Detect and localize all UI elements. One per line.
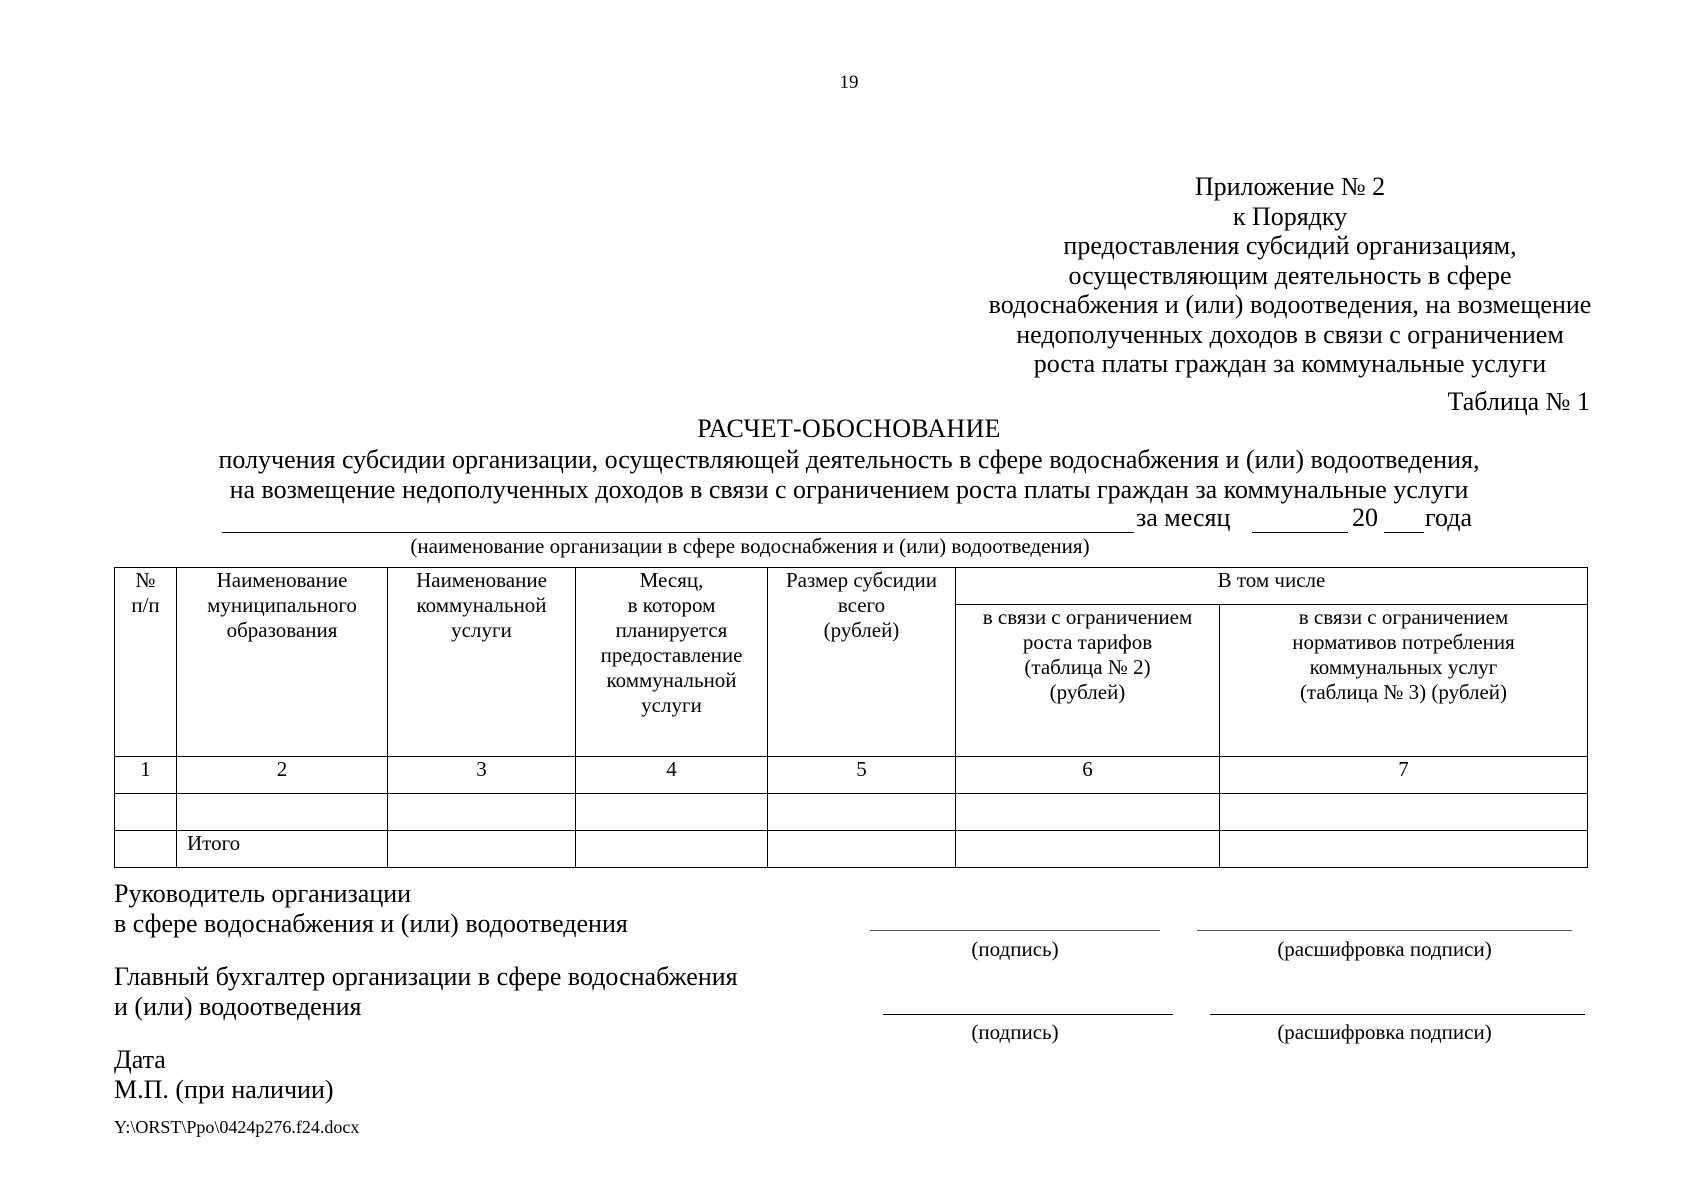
director-decode-caption: (расшифровка подписи): [1277, 937, 1492, 961]
table-cell: [1220, 794, 1588, 831]
total-row: [115, 831, 1588, 868]
table-cell: [115, 794, 177, 831]
document-subtitle: [0, 445, 1698, 504]
column-number-cell: 2: [177, 757, 388, 794]
table-cell: [768, 831, 956, 868]
table-cell: [576, 794, 768, 831]
page-number: 19: [839, 72, 859, 93]
accountant-decode-line: [1210, 1014, 1585, 1015]
appendix-header: [900, 172, 1680, 379]
file-path-footer: Y:\ORST\Ppo\0424p276.f24.docx: [114, 1117, 360, 1137]
header-cell-including: В том числе: [956, 568, 1588, 605]
appendix-line: к Порядку: [1232, 201, 1348, 231]
column-number-cell: 4: [576, 757, 768, 794]
table-cell: [576, 831, 768, 868]
director-label-line: Руководитель организации: [114, 879, 412, 908]
appendix-line: водоснабжения и (или) водоотведения, на возмещение: [988, 290, 1592, 319]
month-label: за месяц: [1136, 503, 1231, 532]
total-label: Итого: [177, 831, 388, 868]
director-decode-line: [1197, 930, 1572, 931]
header-cell-norms-limit: в связи с ограничением нормативов потребления коммунальных услуг (таблица № 3) (рублей): [1220, 605, 1588, 757]
organization-name-caption: (наименование организации в сфере водоснабжения и (или) водоотведения): [410, 534, 1090, 558]
header-cell-municipality: Наименование муниципального образования: [177, 568, 388, 757]
column-number-cell: 1: [115, 757, 177, 794]
table-number-label: Таблица № 1: [1447, 387, 1590, 416]
subtitle-line: получения субсидии организации, осуществляющей деятельность в сфере водоснабжения и (или) водоотведения,: [218, 445, 1480, 474]
accountant-signature-line: [883, 1014, 1173, 1015]
month-blank-line: [1252, 532, 1348, 533]
appendix-line: осуществляющим деятельность в сфере: [1068, 260, 1512, 290]
table-cell: [388, 794, 576, 831]
column-number-cell: 5: [768, 757, 956, 794]
table-cell: [956, 831, 1220, 868]
column-number-cell: 7: [1220, 757, 1588, 794]
table-cell: [956, 794, 1220, 831]
accountant-signature-caption: (подпись): [971, 1020, 1059, 1044]
year-blank-line: [1384, 532, 1424, 533]
accountant-decode-caption: (расшифровка подписи): [1277, 1020, 1492, 1044]
stamp-label: М.П. (при наличии): [114, 1075, 334, 1104]
header-cell-utility-service: Наименование коммунальной услуги: [388, 568, 576, 757]
table-cell: [388, 831, 576, 868]
table-cell: [1220, 831, 1588, 868]
document-title: РАСЧЕТ-ОБОСНОВАНИЕ: [697, 414, 1001, 443]
subsidy-table: [114, 567, 1588, 868]
year-suffix: года: [1425, 503, 1473, 532]
director-label-line: в сфере водоснабжения и (или) водоотведения: [114, 908, 628, 938]
appendix-line: Приложение № 2: [1194, 172, 1386, 201]
table-cell: [177, 794, 388, 831]
column-number-cell: 3: [388, 757, 576, 794]
date-label: Дата: [114, 1045, 166, 1074]
header-cell-number: № п/п: [115, 568, 177, 757]
appendix-line: недополученных доходов в связи с ограничением: [1016, 319, 1564, 349]
table-cell: [115, 831, 177, 868]
accountant-label-line: и (или) водоотведения: [114, 991, 362, 1021]
accountant-label-line: Главный бухгалтер организации в сфере водоснабжения: [114, 962, 738, 991]
subtitle-line: на возмещение недополученных доходов в связи с ограничением роста платы граждан за коммунальные услуги: [229, 474, 1469, 504]
organization-name-line: [222, 532, 1134, 533]
header-cell-month: Месяц, в котором планируется предоставление коммунальной услуги: [576, 568, 768, 757]
table-row: [115, 794, 1588, 831]
header-cell-subsidy-total: Размер субсидии всего (рублей): [768, 568, 956, 757]
year-prefix: 20: [1352, 503, 1378, 532]
accountant-signature-label: [114, 962, 738, 1021]
director-signature-label: [114, 879, 628, 938]
director-signature-line: [870, 930, 1160, 931]
header-cell-tariff-limit: в связи с ограничением роста тарифов (таблица № 2) (рублей): [956, 605, 1220, 757]
director-signature-caption: (подпись): [971, 937, 1059, 961]
column-number-cell: 6: [956, 757, 1220, 794]
appendix-line: роста платы граждан за коммунальные услуги: [1033, 349, 1547, 378]
table-cell: [768, 794, 956, 831]
appendix-line: предоставления субсидий организациям,: [1063, 231, 1517, 260]
